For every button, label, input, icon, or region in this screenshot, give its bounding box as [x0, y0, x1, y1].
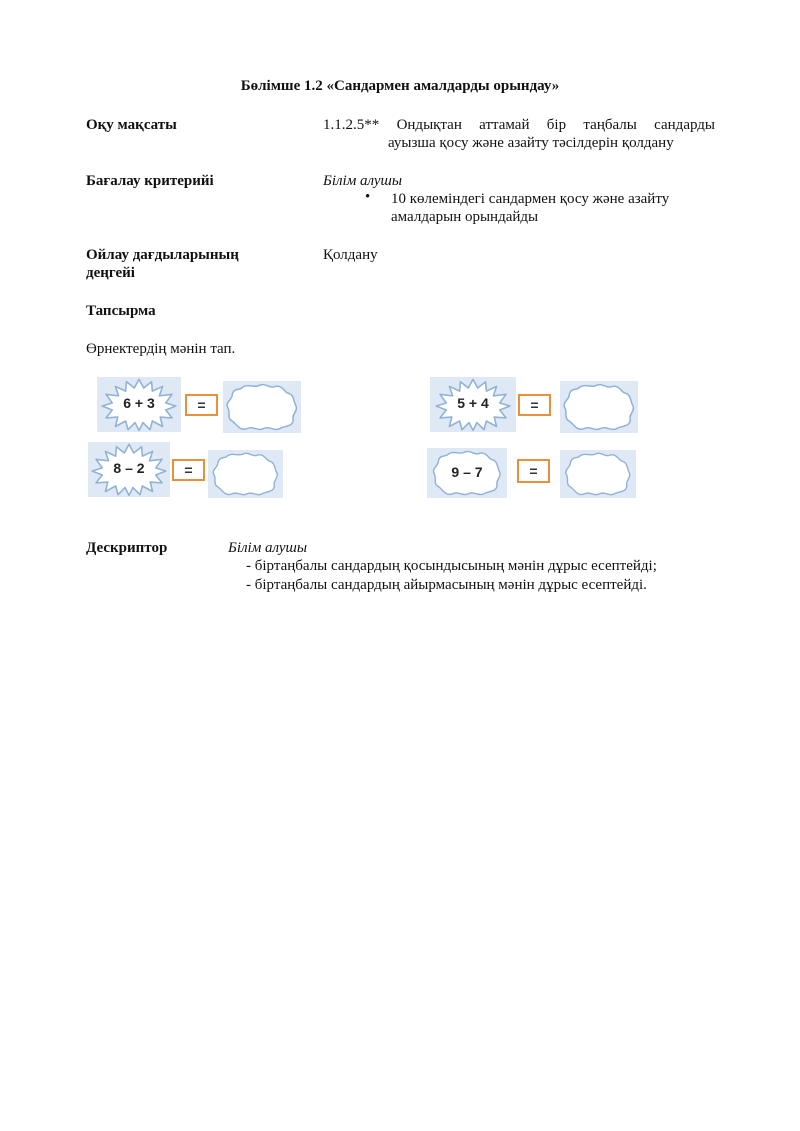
cloud-icon — [208, 450, 283, 498]
descriptor-item: - біртаңбалы сандардың айырмасының мәнін дұрыс есептейді. — [246, 577, 647, 593]
objective-line2: ауызша қосу және азайту тәсілдерін қолдану — [388, 135, 674, 151]
page-title: Бөлімше 1.2 «Сандармен амалдарды орындау» — [240, 78, 560, 94]
thinking-label-line1: Ойлау дағдыларының — [86, 247, 239, 263]
answer-cloud[interactable] — [223, 381, 301, 433]
criteria-bullet-line1: 10 көлеміндегі сандармен қосу және азайту — [391, 191, 670, 207]
thinking-label-line2: деңгейі — [86, 265, 135, 281]
expression-card — [88, 442, 170, 497]
answer-cloud[interactable] — [560, 450, 636, 498]
descriptor-label: Дескриптор — [86, 540, 168, 556]
objective-line1: 1.1.2.5** Ондықтан аттамай бір таңбалы сандарды — [323, 117, 715, 133]
task-instruction: Өрнектердің мәнін тап. — [86, 341, 236, 357]
thinking-value: Қолдану — [323, 247, 378, 263]
answer-cloud[interactable] — [560, 381, 638, 433]
descriptor-subject: Білім алушы — [228, 540, 308, 556]
equals-box: = — [172, 459, 205, 481]
criteria-subject: Білім алушы — [323, 173, 403, 189]
expression-card — [97, 377, 181, 432]
objective-label: Оқу мақсаты — [86, 117, 177, 133]
expression-text: 6 + 3 — [123, 395, 155, 411]
expression-card — [427, 448, 507, 498]
criteria-bullet-line2: амалдарын орындайды — [391, 209, 539, 225]
cloud-icon — [560, 450, 636, 498]
expression-text: 9 – 7 — [451, 464, 483, 480]
equals-box: = — [517, 459, 550, 483]
equals-box: = — [518, 394, 551, 416]
expression-card — [430, 377, 516, 432]
cloud-icon — [223, 381, 301, 433]
criteria-label: Бағалау критерийі — [86, 173, 214, 189]
expression-text: 8 – 2 — [113, 460, 145, 476]
cloud-icon — [560, 381, 638, 433]
expression-text: 5 + 4 — [457, 395, 489, 411]
bullet-dot: • — [365, 189, 371, 205]
equals-box: = — [185, 394, 218, 416]
answer-cloud[interactable] — [208, 450, 283, 498]
descriptor-item: - біртаңбалы сандардың қосындысының мәнін дұрыс есептейді; — [246, 558, 657, 574]
task-label: Тапсырма — [86, 303, 156, 319]
